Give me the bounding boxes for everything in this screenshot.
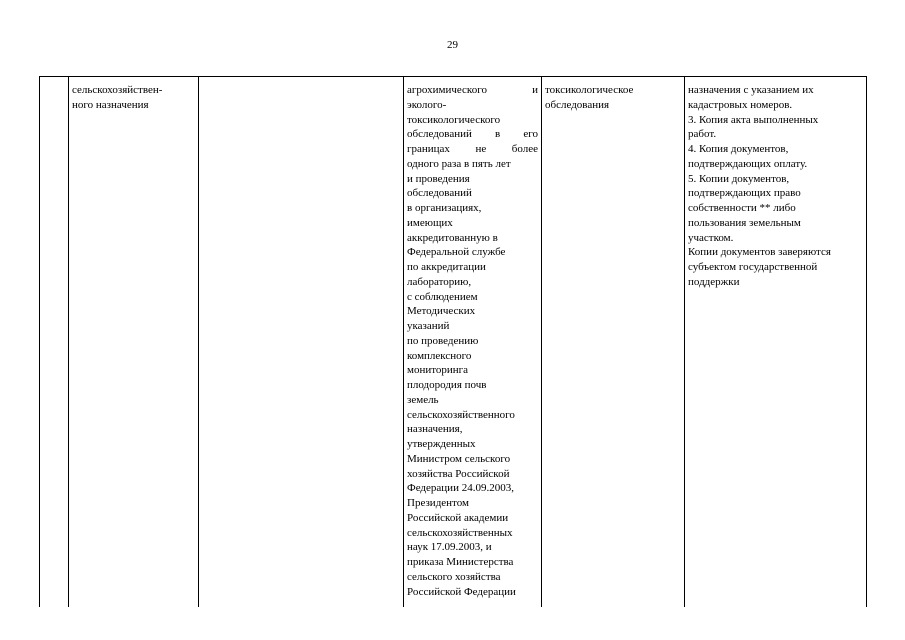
- text-line: и проведения: [407, 172, 470, 185]
- text-line: одного раза в пять лет: [407, 157, 511, 170]
- text-line: с соблюдением: [407, 290, 478, 303]
- text-line: Копии документов заверяются: [688, 246, 831, 259]
- text-line: имеющих: [407, 216, 453, 229]
- table-cell-survey-type: [545, 83, 682, 113]
- text-line: Методических: [407, 305, 476, 318]
- text-line: указаний: [407, 320, 450, 332]
- text-line: 3. Копия акта выполненных: [688, 113, 819, 126]
- text-line: участком.: [688, 231, 734, 244]
- text-line: обследований в его: [407, 128, 538, 141]
- table-top-border: [39, 76, 867, 77]
- text-line: обследования: [545, 98, 610, 111]
- table-column-border: [403, 76, 404, 607]
- text-line: 5. Копии документов,: [688, 172, 790, 185]
- text-line: подтверждающих оплату.: [688, 157, 808, 170]
- table-column-border: [866, 76, 867, 607]
- text-line: поддержки: [688, 275, 740, 288]
- text-line: комплексного: [407, 349, 472, 362]
- text-line: токсикологического: [407, 113, 501, 126]
- text-line: по аккредитации: [407, 261, 486, 273]
- text-line: назначения с указанием их: [688, 84, 814, 96]
- text-line: пользования земельным: [688, 216, 801, 229]
- text-line: обследований: [407, 187, 472, 200]
- text-line: эколого-: [407, 98, 447, 111]
- text-line: аккредитованную в: [407, 231, 498, 244]
- text-line: плодородия почв: [407, 379, 487, 391]
- text-line: Министром сельского: [407, 452, 511, 465]
- table-cell-documents: [688, 83, 863, 290]
- text-line: в организациях,: [407, 202, 482, 214]
- text-line: наук 17.09.2003, и: [407, 541, 492, 554]
- text-line: агрохимического и: [407, 84, 538, 96]
- text-line: сельскохозяйственных: [407, 526, 513, 539]
- table-column-border: [68, 76, 69, 607]
- text-line: сельскохозяйственного: [407, 408, 515, 421]
- text-line: работ.: [688, 128, 717, 141]
- text-line: утвержденных: [407, 438, 476, 450]
- text-line: мониторинга: [407, 364, 469, 377]
- text-line: назначения,: [407, 423, 463, 436]
- table-column-border: [198, 76, 199, 607]
- text-line: субъектом государственной: [688, 261, 818, 273]
- text-line: 4. Копия документов,: [688, 143, 789, 155]
- text-line: по проведению: [407, 334, 479, 347]
- table-column-border: [541, 76, 542, 607]
- text-line: кадастровых номеров.: [688, 98, 793, 111]
- text-line: хозяйства Российской: [407, 467, 510, 480]
- text-line: подтверждающих право: [688, 187, 801, 200]
- text-line: токсикологическое: [545, 84, 634, 96]
- table-column-border: [39, 76, 40, 607]
- text-line: Федерации 24.09.2003,: [407, 482, 514, 495]
- text-line: Российской Федерации: [407, 585, 516, 598]
- text-line: сельскохозяйствен-: [72, 84, 163, 96]
- table-cell-land-category: [72, 83, 196, 113]
- text-line: ного назначения: [72, 98, 149, 111]
- table-cell-requirements: [407, 83, 538, 599]
- text-line: границах не более: [407, 143, 538, 155]
- page-number: 29: [447, 39, 458, 51]
- text-line: Федеральной службе: [407, 246, 506, 259]
- text-line: земель: [407, 393, 439, 406]
- text-line: лабораторию,: [407, 275, 472, 288]
- text-line: Российской академии: [407, 511, 509, 524]
- text-line: собственности ** либо: [688, 202, 796, 214]
- text-line: сельского хозяйства: [407, 570, 501, 583]
- text-line: Президентом: [407, 497, 469, 509]
- text-line: приказа Министерства: [407, 556, 514, 568]
- table-column-border: [684, 76, 685, 607]
